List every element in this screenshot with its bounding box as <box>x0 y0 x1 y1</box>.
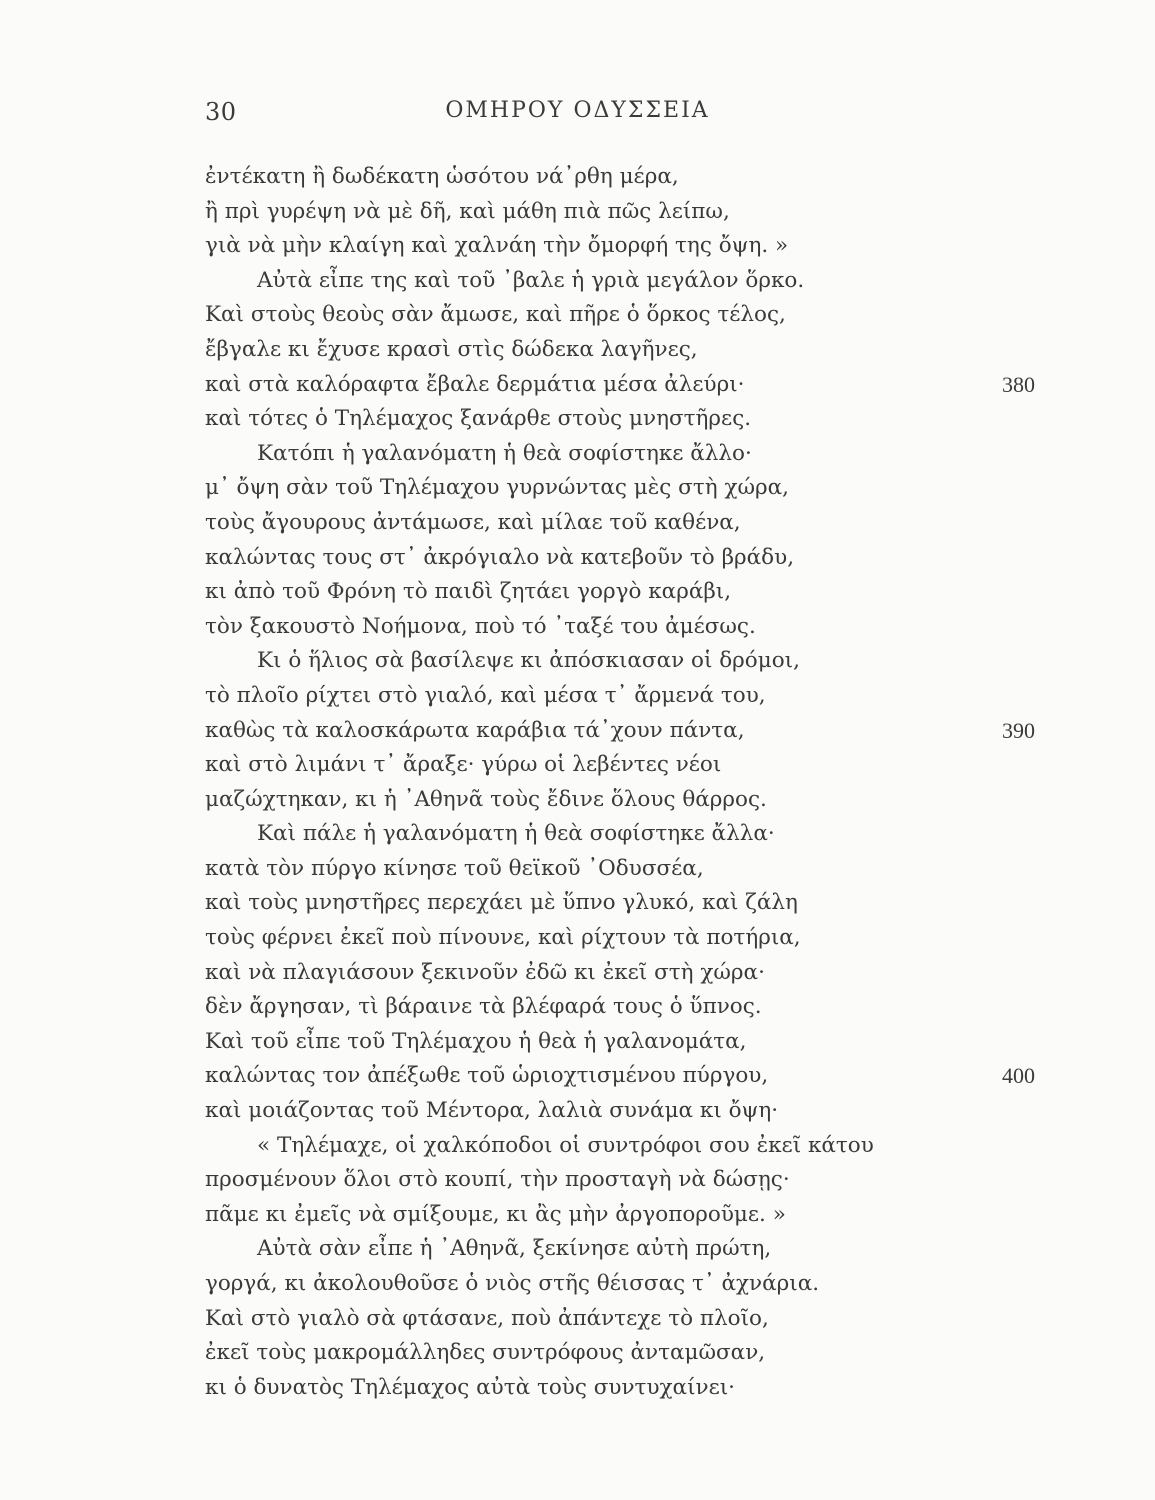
verse-text: καὶ νὰ πλαγιάσουν ξεκινοῦν ἐδῶ κι ἐκεῖ στὴ χώρα· <box>205 959 765 985</box>
verse-text: καὶ στὸ λιμάνι τ᾽ ἄραξε· γύρω οἱ λεβέντες νέοι <box>205 752 722 778</box>
verse-line <box>0 1094 1155 1129</box>
verse-line <box>0 1025 1155 1060</box>
verse-line <box>0 541 1155 576</box>
verse-line <box>0 714 1155 749</box>
verse-text: Καὶ στοὺς θεοὺς σὰν ἄμωσε, καὶ πῆρε ὁ ὅρκος τέλος, <box>205 302 786 328</box>
verse-text: μ᾽ ὄψη σὰν τοῦ Τηλέμαχου γυρνώντας μὲς στὴ χώρα, <box>205 475 790 501</box>
verse-line <box>0 1059 1155 1094</box>
verse-text: ἢ πρὶ γυρέψη νὰ μὲ δῆ, καὶ μάθη πιὰ πῶς λείπω, <box>205 198 730 224</box>
verse-line <box>0 817 1155 852</box>
verse-text: τὸν ξακουστὸ Νοήμονα, ποὺ τό ᾽ταξέ του ἀμέσως. <box>205 613 756 639</box>
verse-text: Καὶ τοῦ εἶπε τοῦ Τηλέμαχου ἡ θεὰ ἡ γαλανομάτα, <box>205 1028 747 1054</box>
verse-line <box>0 160 1155 195</box>
verse-text: τὸ πλοῖο ρίχτει στὸ γιαλό, καὶ μέσα τ᾽ ἄρμενά του, <box>205 682 766 708</box>
verse-text: προσμένουν ὅλοι στὸ κουπί, τὴν προσταγὴ νὰ δώσῃς· <box>205 1167 790 1193</box>
verse-line <box>0 471 1155 506</box>
verse-text: δὲν ἄργησαν, τὶ βάραινε τὰ βλέφαρά τους ὁ ὕπνος. <box>205 994 762 1020</box>
verse-text: καλώντας τους στ᾽ ἀκρόγιαλο νὰ κατεβοῦν τὸ βράδυ, <box>205 544 795 570</box>
verse-text: ἐντέκατη ἢ δωδέκατη ὡσότου νά᾽ρθη μέρα, <box>205 164 679 189</box>
verse-text: μαζώχτηκαν, κι ἡ ᾽Αθηνᾶ τοὺς ἔδινε ὅλους θάρρος. <box>205 786 767 812</box>
verse-text: καὶ τότες ὁ Τηλέμαχος ξανάρθε στοὺς μνηστῆρες. <box>205 406 752 432</box>
verse-text: Αὐτὰ εἶπε της καὶ τοῦ ᾽βαλε ἡ γριὰ μεγάλον ὅρκο. <box>257 267 805 293</box>
verse-text: Καὶ στὸ γιαλὸ σὰ φτάσανε, ποὺ ἀπάντεχε τὸ πλοῖο, <box>205 1305 769 1331</box>
verse-line <box>0 990 1155 1025</box>
verse-text: « Τηλέμαχε, οἱ χαλκόποδοι οἱ συντρόφοι σου ἐκεῖ κάτου <box>257 1132 874 1158</box>
verse-line <box>0 921 1155 956</box>
verse-text: καλώντας τον ἀπέξωθε τοῦ ὡριοχτισμένου πύργου, <box>205 1063 769 1089</box>
verse-line <box>0 1302 1155 1337</box>
verse-line <box>0 1371 1155 1406</box>
verse-text: καὶ μοιάζοντας τοῦ Μέντορα, λαλιὰ συνάμα κι ὄψη· <box>205 1098 779 1124</box>
verse-line <box>0 886 1155 921</box>
verse-text: γιὰ νὰ μὴν κλαίγη καὶ χαλνάη τὴν ὄμορφή της ὄψη. » <box>205 233 789 259</box>
verse-text: τοὺς ἄγουρους ἀντάμωσε, καὶ μίλαε τοῦ καθένα, <box>205 509 741 535</box>
verse-line <box>0 1198 1155 1233</box>
verse-text: γοργά, κι ἀκολουθοῦσε ὁ νιὸς στῆς θέισσας τ᾽ ἀχνάρια. <box>205 1271 820 1296</box>
verse-line <box>0 264 1155 299</box>
verse-text: Καὶ πάλε ἡ γαλανόματη ἡ θεὰ σοφίστηκε ἄλλα· <box>257 821 775 847</box>
verse-line <box>0 1336 1155 1371</box>
verse-line <box>0 748 1155 783</box>
verse-text: πᾶμε κι ἐμεῖς νὰ σμίξουμε, κι ἂς μὴν ἀργοποροῦμε. » <box>205 1201 786 1227</box>
verse-text: κατὰ τὸν πύργο κίνησε τοῦ θεϊκοῦ ᾽Οδυσσέα, <box>205 855 704 881</box>
verse-text: κι ἀπὸ τοῦ Φρόνη τὸ παιδὶ ζητάει γοργὸ καράβι, <box>205 579 732 605</box>
verse-line <box>0 679 1155 714</box>
verse-line <box>0 575 1155 610</box>
verse-text: κι ὁ δυνατὸς Τηλέμαχος αὐτὰ τοὺς συντυχαίνει· <box>205 1374 735 1400</box>
verse-line <box>0 368 1155 403</box>
verse-line <box>0 1163 1155 1198</box>
verse-line <box>0 644 1155 679</box>
verse-line <box>0 1232 1155 1267</box>
verse-line <box>0 229 1155 264</box>
line-number: 390 <box>1002 717 1035 743</box>
verse-text: καὶ τοὺς μνηστῆρες περεχάει μὲ ὕπνο γλυκό, καὶ ζάλη <box>205 890 798 916</box>
verse-text: ἐκεῖ τοὺς μακρομάλληδες συντρόφους ἀνταμῶσαν, <box>205 1340 766 1366</box>
verse-text: Αὐτὰ σὰν εἶπε ἡ ᾽Αθηνᾶ, ξεκίνησε αὐτὴ πρώτη, <box>257 1236 772 1262</box>
verse-line <box>0 852 1155 887</box>
verse-text: καὶ στὰ καλόραφτα ἔβαλε δερμάτια μέσα ἀλεύρι· <box>205 371 745 397</box>
verse-text: ἔβγαλε κι ἔχυσε κρασὶ στὶς δώδεκα λαγῆνες, <box>205 336 698 362</box>
verse-line <box>0 298 1155 333</box>
running-title: ΟΜΗΡΟΥ ΟΔΥΣΣΕΙΑ <box>445 98 710 123</box>
verse-line <box>0 195 1155 230</box>
verse-line <box>0 1129 1155 1164</box>
line-number: 380 <box>1002 371 1035 397</box>
verse-line <box>0 610 1155 645</box>
verse-line <box>0 437 1155 472</box>
line-number: 400 <box>1002 1063 1035 1089</box>
verse-text: καθὼς τὰ καλοσκάρωτα καράβια τά᾽χουν πάντα, <box>205 717 745 743</box>
verse-text: Κι ὁ ἥλιος σὰ βασίλεψε κι ἀπόσκιασαν οἱ δρόμοι, <box>257 648 800 674</box>
verse-line <box>0 333 1155 368</box>
page-number: 30 <box>205 98 237 126</box>
verse-line <box>0 506 1155 541</box>
verse-text: Κατόπι ἡ γαλανόματη ἡ θεὰ σοφίστηκε ἄλλο· <box>257 440 752 466</box>
verse-line <box>0 402 1155 437</box>
page-header <box>0 98 1155 138</box>
verse-line <box>0 783 1155 818</box>
verse-block <box>0 160 1155 1405</box>
verse-text: τοὺς φέρνει ἐκεῖ ποὺ πίνουνε, καὶ ρίχτουν τὰ ποτήρια, <box>205 925 801 951</box>
verse-line <box>0 1267 1155 1302</box>
verse-line <box>0 956 1155 991</box>
